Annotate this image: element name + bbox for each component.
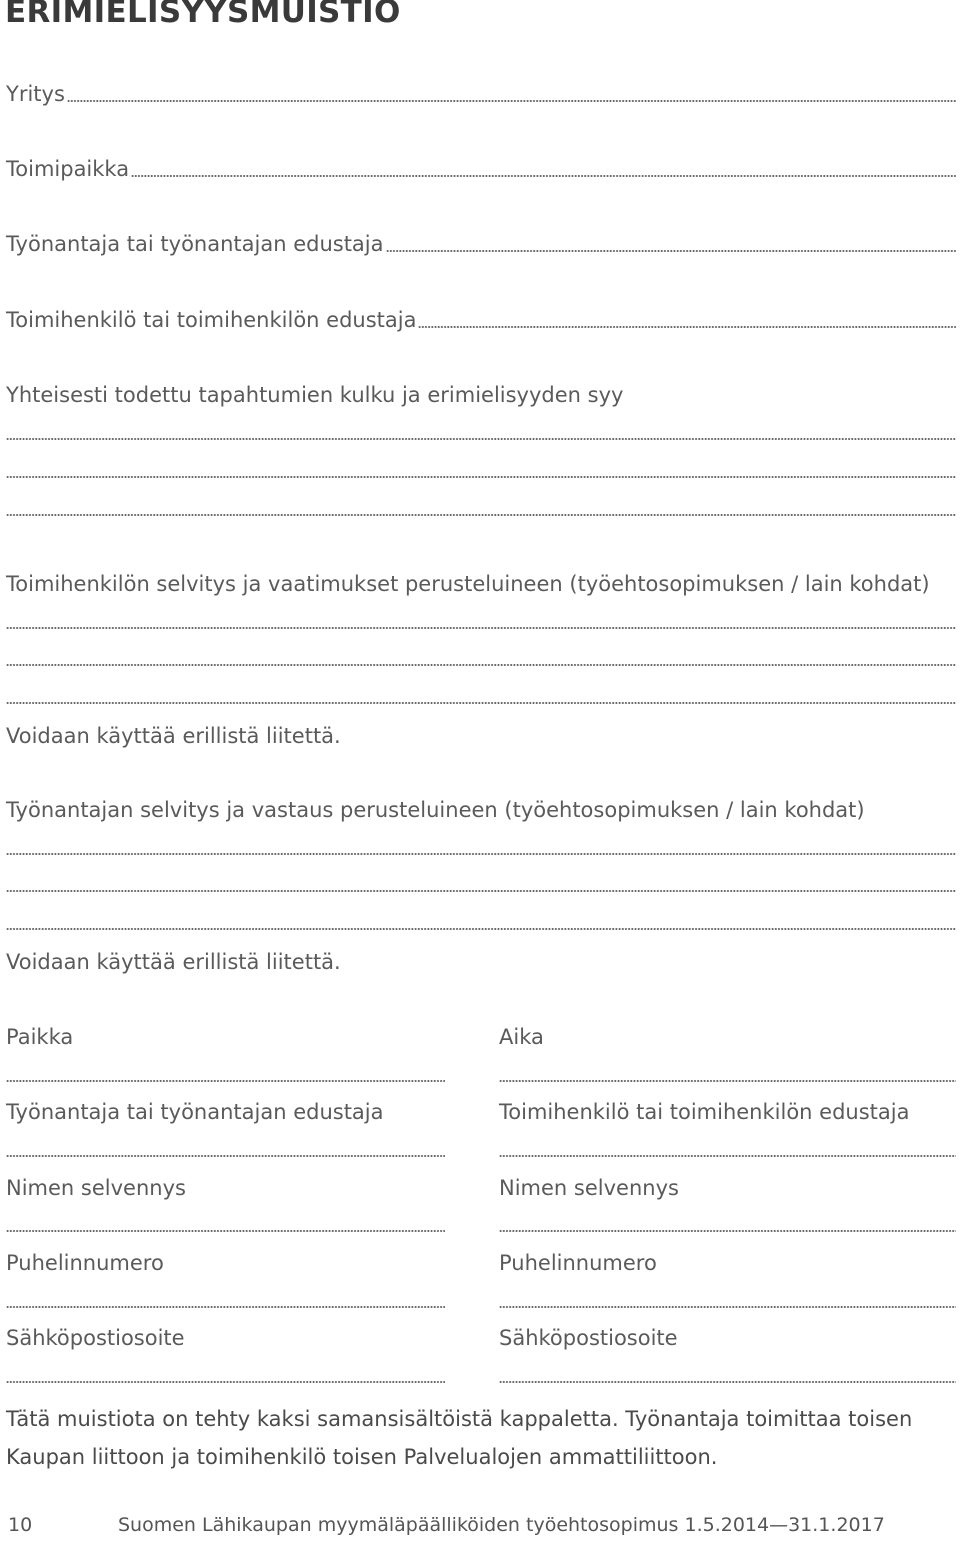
time-label: Aika <box>499 1025 544 1049</box>
employer-rep-dotted-line[interactable] <box>386 250 956 252</box>
employer-name-line[interactable] <box>6 1230 445 1232</box>
employee-statement-line-2[interactable] <box>6 664 956 666</box>
employee-rep-label: Toimihenkilö tai toimihenkilön edustaja <box>6 308 417 332</box>
employee-statement-line-3[interactable] <box>6 702 956 704</box>
time-dotted-line[interactable] <box>499 1080 956 1082</box>
closing-note: Tätä muistiota on tehty kaksi samansisältöistä kappaletta. Työnantaja toimittaa toisen Kaupan liittoon ja toimihenkilö toisen Palvelualojen ammattiliittoon. <box>6 1407 913 1469</box>
employee-signer-label: Toimihenkilö tai toimihenkilön edustaja <box>499 1100 910 1124</box>
employee-name-line[interactable] <box>499 1230 956 1232</box>
employee-email-line[interactable] <box>499 1381 956 1383</box>
employee-name-clarification-label: Nimen selvennys <box>499 1176 679 1200</box>
employer-signature-line[interactable] <box>6 1155 445 1157</box>
events-line-1[interactable] <box>6 438 956 440</box>
location-dotted-line[interactable] <box>131 175 956 177</box>
employer-rep-label: Työnantaja tai työnantajan edustaja <box>6 232 384 256</box>
company-label: Yritys <box>6 82 65 106</box>
employee-phone-label: Puhelinnumero <box>499 1251 657 1275</box>
company-dotted-line[interactable] <box>67 100 956 102</box>
employer-statement-line-3[interactable] <box>6 928 956 930</box>
employer-rep-field[interactable] <box>6 232 956 256</box>
employer-phone-line[interactable] <box>6 1306 445 1308</box>
employer-statement-label: Työnantajan selvitys ja vastaus perusteluineen (työehtosopimuksen / lain kohdat) <box>6 798 865 822</box>
place-dotted-line[interactable] <box>6 1080 445 1082</box>
employee-attachment-note: Voidaan käyttää erillistä liitettä. <box>6 724 341 748</box>
events-line-2[interactable] <box>6 476 956 478</box>
events-line-3[interactable] <box>6 514 956 516</box>
publication-title: Suomen Lähikaupan myymäläpäälliköiden työehtosopimus 1.5.2014—31.1.2017 <box>118 1514 885 1536</box>
employee-rep-dotted-line[interactable] <box>418 326 956 328</box>
employee-rep-field[interactable] <box>6 308 956 332</box>
employee-email-label: Sähköpostiosoite <box>499 1326 678 1350</box>
location-label: Toimipaikka <box>6 157 130 181</box>
company-field[interactable] <box>6 82 956 106</box>
place-label: Paikka <box>6 1025 74 1049</box>
page-number: 10 <box>8 1514 33 1536</box>
events-section-label: Yhteisesti todettu tapahtumien kulku ja erimielisyyden syy <box>6 383 624 407</box>
employer-attachment-note: Voidaan käyttää erillistä liitettä. <box>6 950 341 974</box>
page-footer <box>8 1514 885 1536</box>
employee-statement-label: Toimihenkilön selvitys ja vaatimukset perusteluineen (työehtosopimuksen / lain kohdat) <box>6 572 930 596</box>
location-field[interactable] <box>6 157 956 181</box>
employee-statement-line-1[interactable] <box>6 627 956 629</box>
employer-name-clarification-label: Nimen selvennys <box>6 1176 186 1200</box>
employer-phone-label: Puhelinnumero <box>6 1251 164 1275</box>
employer-signer-label: Työnantaja tai työnantajan edustaja <box>6 1100 384 1124</box>
employee-signature-line[interactable] <box>499 1155 956 1157</box>
employer-statement-line-2[interactable] <box>6 890 956 892</box>
employer-statement-line-1[interactable] <box>6 853 956 855</box>
document-title: ERIMIELISYYSMUISTIO <box>5 0 401 30</box>
employer-email-line[interactable] <box>6 1381 445 1383</box>
employer-email-label: Sähköpostiosoite <box>6 1326 185 1350</box>
employee-phone-line[interactable] <box>499 1306 956 1308</box>
